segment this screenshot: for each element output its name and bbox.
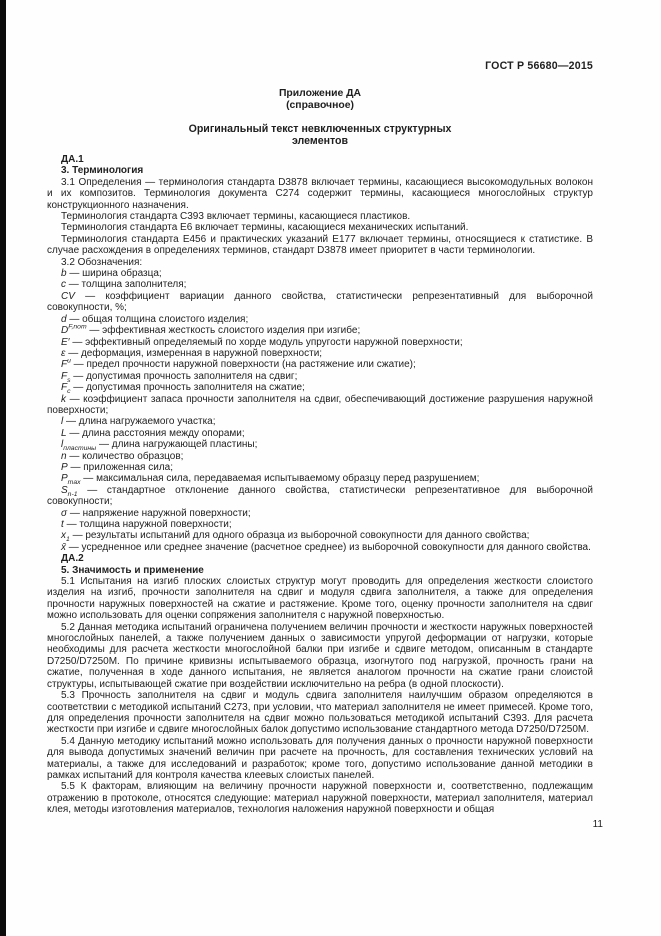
symbol-definition-text: — деформация, измеренная в наружной поверхности; <box>68 347 323 359</box>
standard-code-header: ГОСТ Р 56680—2015 <box>485 60 593 72</box>
page-number: 11 <box>592 818 603 830</box>
symbol-epsilon: ε <box>61 347 66 359</box>
symbol-e-prime: E′ <box>61 336 70 348</box>
symbol-t: t <box>61 519 64 530</box>
symbol-b: b <box>61 268 67 280</box>
paragraph-e456: Терминология стандарта E456 и практических указаний E177 включает термины, относящиеся к статистике. В случае расхождения в определениях терминов, стандарт D3878 имеет приоритет в части терминологии. <box>47 233 593 257</box>
symbol-definition-text: — эффективный определяемый по хорде модуль упругости наружной поверхности; <box>72 336 463 348</box>
symbol-definition-xbar <box>47 542 593 553</box>
symbol-l-span: L <box>61 427 67 439</box>
symbol-definition-text: — ширина образца; <box>69 268 162 280</box>
appendix-header <box>47 88 593 112</box>
symbol-definition-text: — напряжение наружной поверхности; <box>69 507 251 519</box>
symbol-definition-n <box>47 451 593 462</box>
symbol-definition-t <box>47 519 593 530</box>
symbol-definition-text: — общая толщина слоистого изделия; <box>69 313 249 325</box>
paragraph-5-3: 5.3 Прочность заполнителя на сдвиг и модуль сдвига заполнителя наилучшим образом определяются в соответствии с методикой испытаний C273, при условии, что материал заполнителя не имеет примесей. Кроме того, для определения прочности заполнителя на сдвиг можно пользоваться методикой испытаний C393. Для расчета жесткости при изгибе и сдвиге многослойных балок допустимо использование стандартного метода D7250/D7250M. <box>47 690 593 736</box>
symbol-c: c <box>61 279 66 291</box>
symbol-definition-text: — допустимая прочность заполнителя на сдвиг; <box>73 370 298 382</box>
symbol-d: d <box>61 313 67 325</box>
paragraph-5-4: 5.4 Данную методику испытаний можно использовать для получения данных о прочности наружной поверхности для вывода допустимых значений величин при расчете на прочность, для составления технических условий на материалы, а также для исследований и разработок; кроме того, допустимо использование данной методики в рамках испытаний для контроля качества клеевых слоистых панелей. <box>47 735 593 781</box>
symbol-definition-p <box>47 462 593 473</box>
symbol-k: k <box>61 393 66 405</box>
symbol-definition-text: — длина нагружаемого участка; <box>66 416 216 428</box>
paragraph-c393: Терминология стандарта C393 включает термины, касающиеся пластиков. <box>61 211 411 223</box>
symbol-definition-e-prime <box>47 337 593 348</box>
section-label-da2: ДА.2 <box>61 553 84 565</box>
symbol-d-stiffness: $D^{F,nom}$ <box>61 323 87 337</box>
symbol-definition-text: — допустимая прочность заполнителя на сжатие; <box>73 382 305 394</box>
symbol-p: P <box>61 461 68 473</box>
symbol-definition-text: — количество образцов; <box>69 450 184 462</box>
symbol-definition-text: — усредненное или среднее значение (расчетное среднее) из выборочной совокупности для данного свойства. <box>68 541 591 553</box>
symbol-definition-text: — максимальная сила, передаваемая испытываемому образцу перед разрушением; <box>83 473 480 485</box>
appendix-kind: (справочное) <box>286 99 354 111</box>
paragraph-3-1: 3.1 Определения — терминология стандарта D3878 включает термины, касающиеся высокомодульных волокон и их композитов. Терминология документа C274 содержит термины, касающиеся многослойных структур конструкционного назначения. <box>47 176 593 211</box>
symbol-x1: $x_1$ <box>61 530 70 544</box>
symbol-definition-d-stiffness <box>47 325 593 336</box>
symbol-definition-text: — длина нагружающей пластины; <box>98 439 258 451</box>
symbol-fu: $F^u$ <box>61 357 71 371</box>
symbol-fs: $F_s$ <box>61 370 71 384</box>
symbol-definition-text: — коэффициент запаса прочности заполнителя на сдвиг, обеспечивающий достижение разрушения наружной поверхности; <box>47 393 594 416</box>
paragraph-5-1: 5.1 Испытания на изгиб плоских слоистых структур могут проводить для определения жесткости слоистого изделия на изгиб, прочности заполнителя на сдвиг и модуля сдвига заполнителя, а также для определения прочности наружных поверхностей на сжатие и растяжение. Кроме того, оценку прочности заполнителя на сдвиг можно использовать для оценки сопряжения заполнителя с наружной поверхностью. <box>47 576 593 622</box>
symbol-definition-c <box>47 279 593 290</box>
symbol-l-small: l <box>61 416 64 428</box>
symbol-definition-k <box>47 394 593 417</box>
symbol-definition-l-small <box>47 416 593 427</box>
symbol-definition-text: — результаты испытаний для одного образца из выборочной совокупности для данного свойства; <box>72 530 530 542</box>
symbol-definition-text: — приложенная сила; <box>70 461 174 473</box>
symbol-definition-l-plate <box>47 439 593 453</box>
paragraph-e6: Терминология стандарта E6 включает термины, касающиеся механических испытаний. <box>61 222 469 234</box>
symbol-definition-text: — эффективная жесткость слоистого изделия при изгибе; <box>89 325 361 337</box>
document-page <box>47 0 603 830</box>
symbols-heading: 3.2 Обозначения: <box>61 256 143 268</box>
symbol-definition-text: — длина расстояния между опорами; <box>69 427 245 439</box>
appendix-title <box>47 123 593 147</box>
symbol-fc: $F_c$ <box>61 382 71 396</box>
section-heading-significance: 5. Значимость и применение <box>61 564 204 576</box>
symbol-definition-b <box>47 268 593 279</box>
section-heading-terminology: 3. Терминология <box>61 165 144 177</box>
symbol-l-plate: $l_{пластины}$ <box>61 439 97 453</box>
symbol-definition-sigma <box>47 508 593 519</box>
section-label-da1: ДА.1 <box>61 154 84 165</box>
appendix-label: Приложение ДА <box>278 88 362 99</box>
paragraph-5-5: 5.5 К факторам, влияющим на величину прочности наружной поверхности и, соответственно, подлежащим отражению в протоколе, относятся следующие: материал наружной поверхности, материал заполнителя, материал клея, методы изготовления материалов, технология наложения наружной поверхности и общая <box>47 781 593 816</box>
symbol-definition-text: — коэффициент вариации данного свойства, статистически репрезентативный для выборочной совокупности, %; <box>47 290 594 314</box>
symbol-definition-l-span <box>47 428 593 439</box>
symbol-sn1: $S_{n-1}$ <box>61 484 78 498</box>
symbol-definition-d <box>47 314 593 325</box>
symbol-definition-sn1 <box>47 485 593 508</box>
symbol-definition-fs <box>47 371 593 382</box>
scan-edge-artifact <box>0 0 6 936</box>
symbol-sigma: σ <box>61 507 68 519</box>
symbol-n: n <box>61 450 67 462</box>
symbol-definition-text: — предел прочности наружной поверхности (на растяжение или сжатие); <box>73 359 416 371</box>
appendix-title-line2: элементов <box>291 134 349 147</box>
symbol-definition-fu <box>47 359 593 370</box>
symbol-definition-text: — толщина заполнителя; <box>68 279 187 291</box>
symbol-definition-cv <box>47 291 593 314</box>
symbol-xbar: x̄ <box>61 541 66 553</box>
symbol-definition-text: — толщина наружной поверхности; <box>66 519 232 530</box>
symbol-definition-x1 <box>47 530 593 544</box>
appendix-title-line1: Оригинальный текст невключенных структурных <box>188 122 452 135</box>
symbol-definition-pmax <box>47 473 593 487</box>
symbol-cv: CV <box>61 290 75 302</box>
paragraph-5-2: 5.2 Данная методика испытаний ограничена получением величин прочности и жесткости наружных поверхностей многослойных панелей, а также получением данных о зависимости упругой деформации от нагрузки, которые необходимы для расчета жесткости многослойной балки при изгибе и сдвиге методом, описанным в стандарте D7250/D7250M. По причине кривизны испытываемого образца, изогнутого под нагрузкой, прочность грани на сжатие, полученная в ходе данного испытания, не является аналогом прочности на сжатие грани слоистой структуры, испытывающей сжатие при воздействии исключительно на ребра (в одной плоскости). <box>47 621 593 690</box>
symbol-definition-epsilon <box>47 348 593 359</box>
symbol-pmax: $P_{max}$ <box>61 473 81 487</box>
symbol-definition-text: — стандартное отклонение данного свойства, статистически репрезентативное для выборочной совокупности; <box>47 484 594 508</box>
symbol-definition-fc <box>47 382 593 396</box>
